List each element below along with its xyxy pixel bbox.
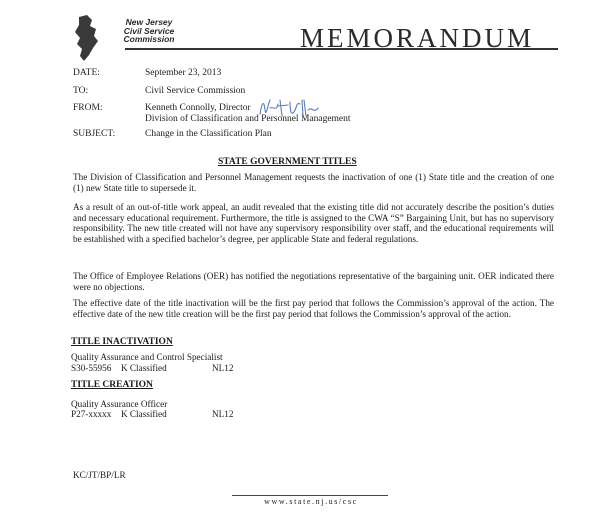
creation-title: Quality Assurance Officer [71, 399, 168, 409]
agency-name [109, 18, 189, 44]
title-rule [125, 48, 558, 50]
creation-unit: NL12 [212, 409, 234, 419]
paragraph-3: The Office of Employee Relations (OER) has notified the negotiations representative of the bargaining unit. OER indicated there were no objections. [73, 271, 554, 292]
paragraph-4: The effective date of the title inactivation will be the first pay period that follows the Commission’s approval of the action. The effective date of the new title creation will be the first pay period that follows the Commission’s approval of the action. [73, 298, 554, 319]
footer-rule [232, 495, 388, 496]
date-value: September 23, 2013 [145, 68, 222, 78]
creation-heading: TITLE CREATION [71, 380, 153, 390]
paragraph-2: As a result of an out-of-title work appeal, an audit revealed that the existing title did not accurately describe the position’s duties and necessary educational requirement. Furthermore, the title is assigned to the CWA “S” Bargaining Unit, but has no supervisory responsibility. The new title created will not have any supervisory responsibility over staff, and the educational requirements will be established with a specified bachelor’s degree, per applicable State and federal regulations. [73, 202, 554, 244]
subject-label: SUBJECT: [73, 129, 116, 139]
creation-code: P27-xxxxx [71, 409, 112, 419]
date-label: DATE: [73, 68, 100, 78]
inactivation-class: K Classified [121, 363, 167, 373]
to-value: Civil Service Commission [145, 86, 246, 96]
footer-url[interactable]: www.state.nj.us/csc [264, 497, 358, 506]
typist-initials: KC/JT/BP/LR [73, 470, 126, 480]
creation-class: K Classified [121, 409, 167, 419]
paragraph-1: The Division of Classification and Personnel Management requests the inactivation of one (1) State title and the creation of one (1) new State title to supersede it. [73, 172, 554, 193]
handwritten-signature [256, 96, 356, 120]
inactivation-title: Quality Assurance and Control Specialist [71, 352, 223, 362]
inactivation-code: S30-55956 [71, 363, 112, 373]
agency-name-line-3: Commission [123, 34, 175, 44]
agency-name-line-1: New Jersey [125, 17, 173, 27]
agency-name-line-2: Civil Service [123, 25, 175, 36]
section-heading: STATE GOVERNMENT TITLES [218, 157, 357, 167]
inactivation-unit: NL12 [212, 363, 234, 373]
to-label: TO: [73, 86, 89, 96]
from-label: FROM: [73, 103, 103, 113]
subject-value: Change in the Classification Plan [145, 129, 272, 139]
memo-title: MEMORANDUM [300, 23, 535, 53]
from-value: Kenneth Connolly, Director [145, 103, 251, 113]
inactivation-heading: TITLE INACTIVATION [71, 337, 173, 347]
from-division: Division of Classification and Personnel Management [145, 114, 351, 124]
